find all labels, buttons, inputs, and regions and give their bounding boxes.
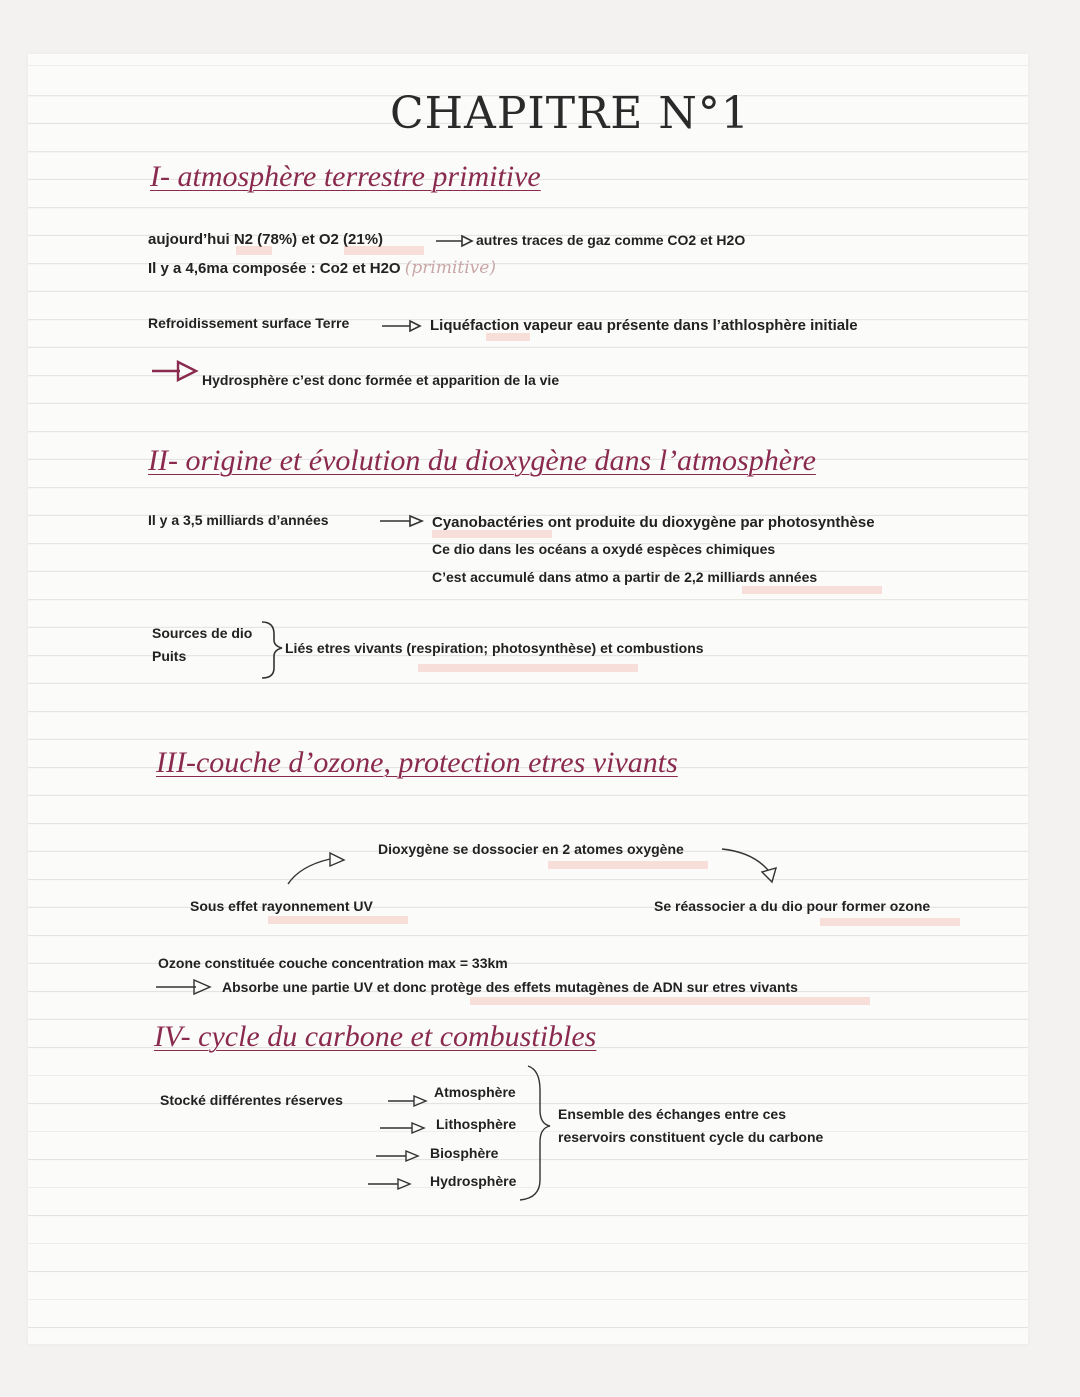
section-heading-3: III-couche d’ozone, protection etres vivants xyxy=(156,746,678,779)
text-line: Stocké différentes réserves xyxy=(160,1092,343,1108)
text-line: aujourd’hui N2 (78%) et O2 (21%) xyxy=(148,231,384,248)
text-line: Se réassocier a du dio pour former ozone xyxy=(654,898,931,914)
section-heading-4: IV- cycle du carbone et combustibles xyxy=(154,1020,597,1053)
reserve-item: Lithosphère xyxy=(436,1116,517,1132)
text-line: Liquéfaction vapeur eau présente dans l’athlosphère initiale xyxy=(430,317,858,334)
reserve-item: Atmosphère xyxy=(434,1084,516,1100)
reserve-item: Hydrosphère xyxy=(430,1173,517,1189)
reserve-item: Biosphère xyxy=(430,1145,499,1161)
section-heading-1: I- atmosphère terrestre primitive xyxy=(150,160,541,193)
annotation-faint: (primitive) xyxy=(404,258,496,278)
text-line: Il y a 3,5 milliards d’années xyxy=(148,512,329,528)
text-line: Hydrosphère c’est donc formée et apparition de la vie xyxy=(202,372,560,388)
text-line: C’est accumulé dans atmo a partir de 2,2 milliards années xyxy=(432,569,818,585)
text-line: reservoirs constituent cycle du carbone xyxy=(558,1129,824,1145)
text-line: Sous effet rayonnement UV xyxy=(190,898,373,914)
text-line: Ce dio dans les océans a oxydé espèces chimiques xyxy=(432,541,776,557)
text-line: Liés etres vivants (respiration; photosynthèse) et combustions xyxy=(285,640,704,656)
text-line: Ensemble des échanges entre ces xyxy=(558,1106,786,1122)
label-sources: Sources de dio xyxy=(152,625,253,641)
text-line: Cyanobactéries ont produite du dioxygène par photosynthèse xyxy=(432,514,875,531)
text-line: autres traces de gaz comme CO2 et H2O xyxy=(476,232,746,248)
text-line: Refroidissement surface Terre xyxy=(148,315,350,331)
label-puits: Puits xyxy=(152,648,187,664)
page-title: CHAPITRE N°1 xyxy=(390,88,750,139)
section-heading-2: II- origine et évolution du dioxygène dans l’atmosphère xyxy=(148,444,816,477)
text-line: Absorbe une partie UV et donc protège des effets mutagènes de ADN sur etres vivants xyxy=(222,979,798,995)
text-line: Ozone constituée couche concentration max = 33km xyxy=(158,955,508,971)
text-line: Dioxygène se dossocier en 2 atomes oxygène xyxy=(378,841,684,857)
text-segment: Il y a 4,6ma composée : Co2 et H2O xyxy=(148,260,401,277)
